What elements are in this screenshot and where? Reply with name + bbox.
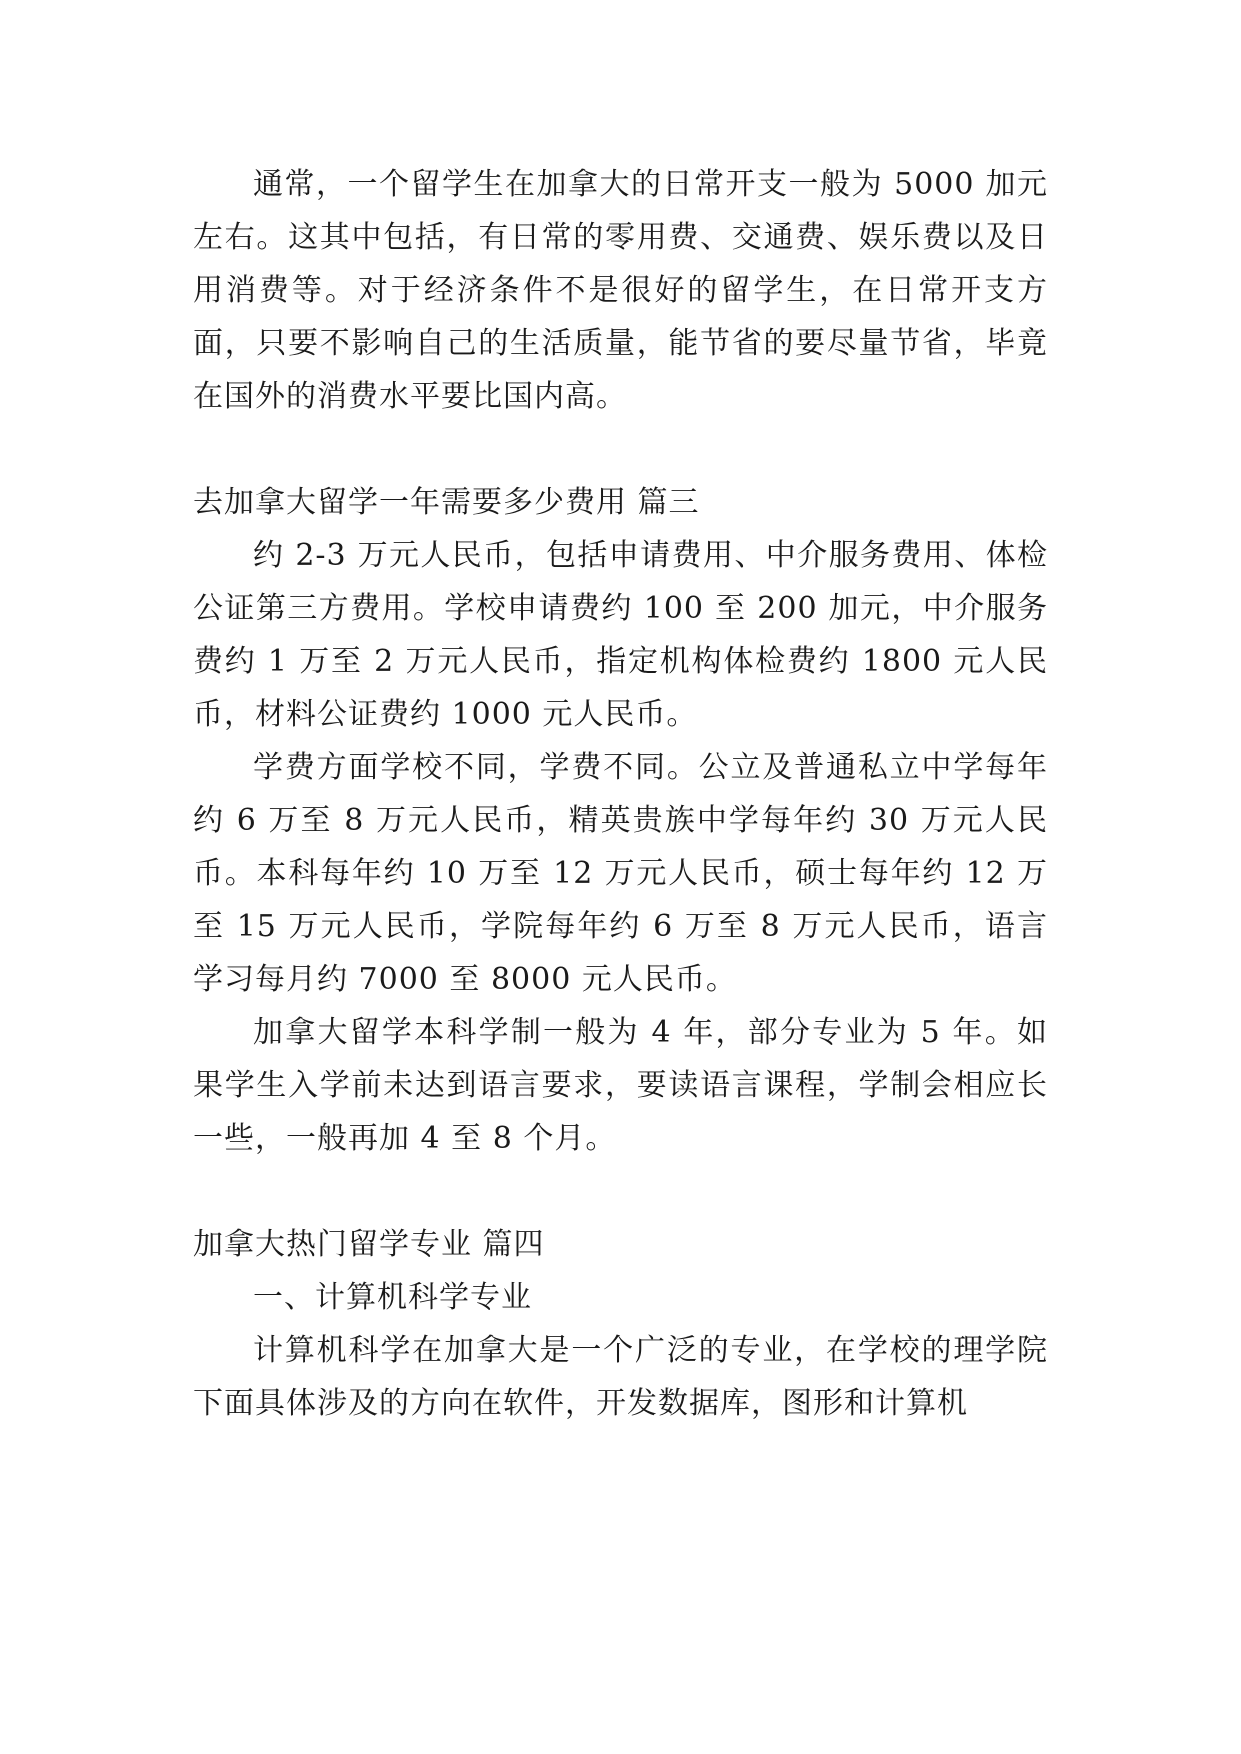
paragraph-spacer [193,1165,1048,1218]
section-heading-part3: 去加拿大留学一年需要多少费用 篇三 [193,485,700,520]
paragraph-daily-expenses: 通常，一个留学生在加拿大的日常开支一般为 5000 加元左右。这其中包括，有日常的零用费、交通费、娱乐费以及日用消费等。对于经济条件不是很好的留学生，在日常开支方面，只要不影响自己的生活质量，能节省的要尽量节省，毕竟在国外的消费水平要比国内高。 [193,167,1048,414]
document-page [193,158,1048,1430]
section-heading-part4: 加拿大热门留学专业 篇四 [193,1227,545,1262]
paragraph-spacer [193,423,1048,476]
paragraph-application-fees: 约 2-3 万元人民币，包括申请费用、中介服务费用、体检公证第三方费用。学校申请费约 100 至 200 加元，中介服务费约 1 万至 2 万元人民币，指定机构体检费约 1800 元人民币，材料公证费约 1000 元人民币。 [193,538,1048,732]
subheading-computer-science: 一、计算机科学专业 [253,1280,532,1315]
paragraph-study-duration: 加拿大留学本科学制一般为 4 年，部分专业为 5 年。如果学生入学前未达到语言要求，要读语言课程，学制会相应长一些，一般再加 4 至 8 个月。 [193,1015,1048,1156]
paragraph-tuition-fees: 学费方面学校不同，学费不同。公立及普通私立中学每年约 6 万至 8 万元人民币，精英贵族中学每年约 30 万元人民币。本科每年约 10 万至 12 万元人民币，硕士每年约 12 万至 15 万元人民币，学院每年约 6 万至 8 万元人民币，语言学习每月约 7000 至 8000 元人民币。 [193,750,1048,997]
paragraph-computer-science: 计算机科学在加拿大是一个广泛的专业，在学校的理学院下面具体涉及的方向在软件，开发数据库，图形和计算机 [193,1333,1048,1421]
